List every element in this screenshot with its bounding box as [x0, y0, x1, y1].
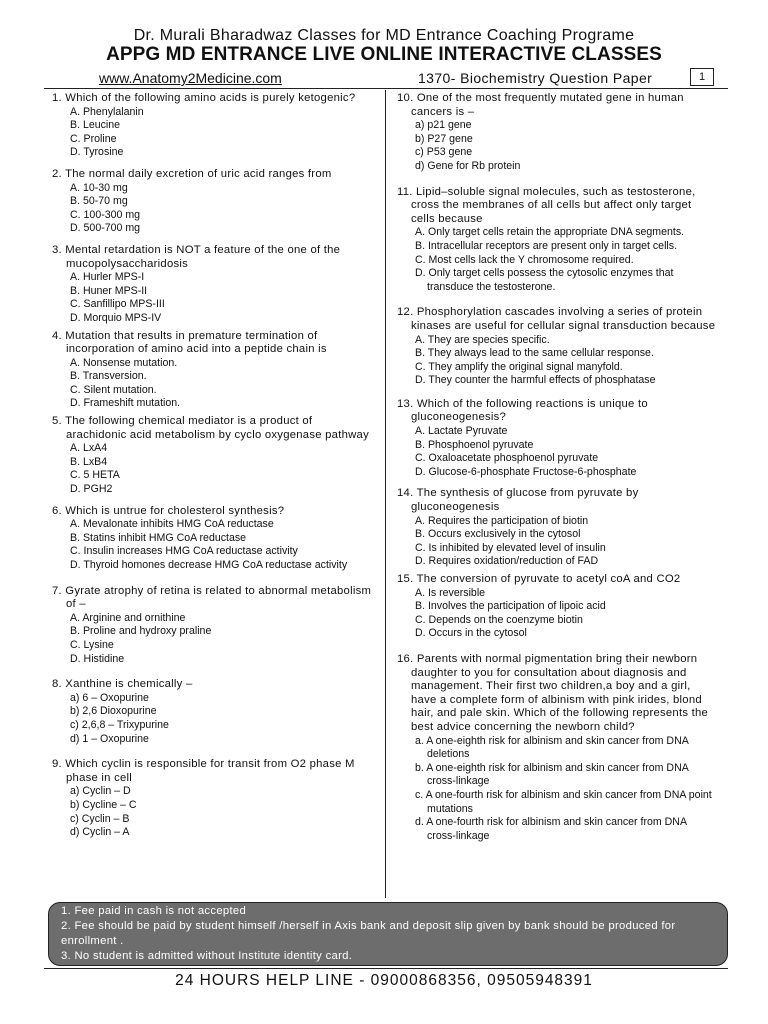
- question-text: 7. Gyrate atrophy of retina is related to abnormal metabolism of –: [52, 584, 372, 611]
- answer-option: D. Thyroid homones decrease HMG CoA reductase activity: [70, 559, 348, 571]
- answer-option: b. A one-eighth risk for albinism and skin cancer from DNA cross-linkage: [415, 761, 689, 788]
- question-text: 5. The following chemical mediator is a product of arachidonic acid metabolism by cyclo oxygenase pathway: [52, 415, 369, 441]
- banner-title: APPG MD ENTRANCE LIVE ONLINE INTERACTIVE CLASSES: [106, 44, 662, 65]
- answer-option: A. They are species specific.: [415, 333, 550, 346]
- answer-option: A. Requires the participation of biotin: [415, 514, 589, 527]
- fee-notes-box: [48, 902, 728, 966]
- answer-option: A. Phenylalanin: [70, 105, 144, 118]
- answer-option: D. Tyrosine: [70, 146, 124, 159]
- question-text: 1. Which of the following amino acids is purely ketogenic?: [52, 92, 356, 104]
- answer-option: d) Gene for Rb protein: [415, 159, 521, 172]
- helpline: 24 HOURS HELP LINE - 09000868356, 09505948391: [175, 972, 593, 989]
- answer-option: C. Proline: [70, 132, 117, 145]
- answer-option: D. Glucose-6-phosphate Fructose-6-phosphate: [415, 465, 637, 478]
- question-item: [397, 653, 717, 843]
- answer-option: C. Oxaloacetate phosphoenol pyruvate: [415, 452, 599, 465]
- paper-title: 1370- Biochemistry Question Paper: [418, 70, 653, 86]
- question-item: [397, 573, 717, 641]
- answer-option: B. 50-70 mg: [70, 195, 128, 208]
- answer-option: C. Is inhibited by elevated level of insulin: [415, 541, 606, 554]
- question-item: [397, 487, 717, 569]
- answer-option: D. Frameshift mutation.: [70, 397, 181, 410]
- question-item: [397, 186, 717, 295]
- answer-option: C. Silent mutation.: [70, 383, 157, 396]
- answer-option: B. Transversion.: [70, 370, 147, 383]
- question-item: [52, 92, 372, 160]
- answer-option: D. Histidine: [70, 652, 125, 665]
- answer-option: a. A one-eighth risk for albinism and skin cancer from DNA deletions: [415, 734, 689, 761]
- answer-option: A. Arginine and ornithine: [70, 611, 186, 624]
- question-item: [52, 758, 372, 840]
- footer-divider: [44, 968, 728, 969]
- answer-option: B. Occurs exclusively in the cytosol: [415, 528, 581, 541]
- answer-option: B. Intracellular receptors are present only in target cells.: [415, 239, 678, 252]
- question-text: 10. One of the most frequently mutated gene in human cancers is –: [397, 92, 684, 118]
- question-text: 15. The conversion of pyruvate to acetyl coA and CO2: [397, 573, 681, 585]
- answer-option: C. Insulin increases HMG CoA reductase activity: [70, 545, 298, 558]
- column-divider: [385, 90, 386, 898]
- answer-option: C. Lysine: [70, 638, 114, 651]
- answer-option: d) Cyclin – A: [70, 826, 130, 839]
- question-item: [397, 92, 717, 174]
- question-text: 14. The synthesis of glucose from pyruvate by gluconeogenesis: [397, 487, 639, 514]
- answer-option: B. They always lead to the same cellular response.: [415, 347, 654, 360]
- answer-option: c. A one-fourth risk for albinism and skin cancer from DNA point mutations: [415, 788, 712, 815]
- question-text: 11. Lipid–soluble signal molecules, such as testosterone, cross the membranes of all cells but affect only target cells because: [397, 185, 696, 225]
- answer-option: b) 2,6 Dioxopurine: [70, 705, 157, 718]
- answer-option: c) 2,6,8 – Trixypurine: [70, 718, 169, 731]
- answer-option: D. Requires oxidation/reduction of FAD: [415, 555, 599, 568]
- question-item: [52, 585, 372, 667]
- question-text: 12. Phosphorylation cascades involving a series of protein kinases are useful for cellular signal transduction because: [397, 306, 716, 332]
- answer-option: C. They amplify the original signal manyfold.: [415, 360, 623, 373]
- answer-option: B. LxB4: [70, 455, 108, 468]
- question-text: 13. Which of the following reactions is unique to gluconeogenesis?: [397, 397, 648, 424]
- question-item: [52, 168, 372, 236]
- fee-note: 1. Fee paid in cash is not accepted: [61, 905, 247, 917]
- answer-option: d. A one-fourth risk for albinism and skin cancer from DNA cross-linkage: [415, 816, 687, 842]
- question-text: 6. Which is untrue for cholesterol synthesis?: [52, 504, 285, 517]
- answer-option: D. Only target cells possess the cytosolic enzymes that transduce the testosterone.: [415, 267, 674, 293]
- page-number: 1: [690, 68, 714, 86]
- question-text: 3. Mental retardation is NOT a feature of the one of the mucopolysaccharidosis: [52, 243, 341, 270]
- answer-option: a) 6 – Oxopurine: [70, 691, 149, 704]
- answer-option: D. PGH2: [70, 483, 113, 496]
- answer-option: c) Cyclin – B: [70, 812, 130, 825]
- question-item: [52, 678, 372, 746]
- question-item: [397, 306, 717, 388]
- right-question-column: [397, 92, 717, 843]
- question-item: [52, 244, 372, 326]
- answer-option: d) 1 – Oxopurine: [70, 732, 149, 745]
- answer-option: A. LxA4: [70, 442, 108, 455]
- question-text: 8. Xanthine is chemically –: [52, 678, 193, 691]
- fee-note: 2. Fee should be paid by student himself /herself in Axis bank and deposit slip given by bank should be produced for enrollment .: [61, 920, 676, 947]
- answer-option: C. Most cells lack the Y chromosome required.: [415, 253, 634, 266]
- answer-option: c) P53 gene: [415, 146, 473, 159]
- answer-option: a) p21 gene: [415, 119, 472, 132]
- answer-option: D. Occurs in the cytosol: [415, 627, 527, 640]
- answer-option: B. Leucine: [70, 119, 121, 132]
- answer-option: B. Phosphoenol pyruvate: [415, 438, 534, 451]
- question-text: 9. Which cyclin is responsible for transit from O2 phase M phase in cell: [52, 758, 355, 784]
- answer-option: A. 10-30 mg: [70, 181, 128, 194]
- answer-option: A. Hurler MPS-I: [70, 271, 145, 284]
- answer-option: D. Morquio MPS-IV: [70, 311, 162, 324]
- answer-option: A. Only target cells retain the appropriate DNA segments.: [415, 226, 685, 239]
- question-item: [52, 505, 372, 573]
- answer-option: a) Cyclin – D: [70, 785, 131, 798]
- question-item: [52, 415, 372, 497]
- left-question-column: [52, 92, 372, 840]
- answer-option: B. Huner MPS-II: [70, 284, 148, 297]
- answer-option: A. Nonsense mutation.: [70, 356, 178, 369]
- fee-note: 3. No student is admitted without Institute identity card.: [61, 950, 353, 962]
- answer-option: C. 5 HETA: [70, 469, 120, 482]
- answer-option: B. Proline and hydroxy praline: [70, 625, 212, 638]
- answer-option: A. Mevalonate inhibits HMG CoA reductase: [70, 518, 274, 531]
- answer-option: b) Cycline – C: [70, 798, 137, 811]
- question-item: [397, 398, 717, 480]
- answer-option: D. 500-700 mg: [70, 222, 141, 235]
- answer-option: B. Involves the participation of lipoic acid: [415, 600, 606, 613]
- institute-name: Dr. Murali Bharadwaz Classes for MD Entrance Coaching Programe: [133, 27, 635, 44]
- header-divider: [44, 88, 728, 89]
- answer-option: C. Depends on the coenzyme biotin: [415, 613, 583, 626]
- answer-option: C. 100-300 mg: [70, 208, 141, 221]
- answer-option: C. Sanfillipo MPS-III: [70, 298, 165, 311]
- answer-option: A. Is reversible: [415, 586, 486, 599]
- answer-option: b) P27 gene: [415, 132, 473, 145]
- answer-option: A. Lactate Pyruvate: [415, 425, 508, 438]
- question-text: 2. The normal daily excretion of uric acid ranges from: [52, 167, 332, 180]
- question-text: 16. Parents with normal pigmentation bring their newborn daughter to you for consultation about diagnosis and management. Their first two children,a boy and a girl, have a complete form of albinism with pink irides, blond hair, and pale skin. Which of the following represents the best advice concerning the newborn child?: [397, 652, 709, 733]
- answer-option: D. They counter the harmful effects of phosphatase: [415, 374, 656, 387]
- answer-option: B. Statins inhibit HMG CoA reductase: [70, 531, 247, 544]
- website-link[interactable]: www.Anatomy2Medicine.com: [99, 70, 282, 86]
- question-text: 4. Mutation that results in premature termination of incorporation of amino acid into a peptide chain is: [52, 329, 327, 356]
- question-item: [52, 330, 372, 412]
